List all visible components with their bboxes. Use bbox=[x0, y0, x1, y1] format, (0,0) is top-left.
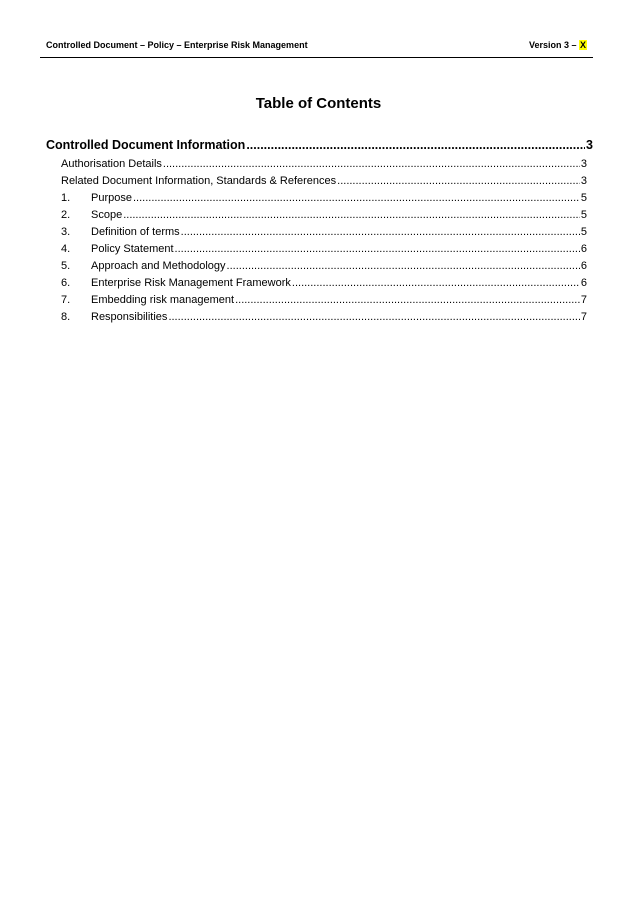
toc-entry-scope[interactable] bbox=[46, 209, 593, 226]
dot-leader bbox=[337, 175, 580, 187]
dot-leader bbox=[168, 311, 579, 323]
toc-entry-label: Policy Statement bbox=[91, 243, 174, 255]
dot-leader bbox=[181, 226, 580, 238]
toc-entry-number: 7. bbox=[61, 294, 71, 306]
toc-entry-page: 7 bbox=[580, 294, 587, 306]
toc-entry-policy-statement[interactable] bbox=[46, 243, 593, 260]
toc-entry-label: Responsibilities bbox=[91, 311, 168, 323]
toc-entry-page: 3 bbox=[580, 175, 587, 187]
toc-entry-label: Definition of terms bbox=[91, 226, 180, 238]
toc-entry-label: Related Document Information, Standards & References bbox=[61, 175, 337, 187]
toc-entry-page: 3 bbox=[586, 138, 593, 152]
version-label bbox=[529, 40, 587, 50]
page-header bbox=[40, 38, 593, 58]
toc-entry-label: Approach and Methodology bbox=[91, 260, 226, 272]
toc-entry-page: 5 bbox=[580, 209, 587, 221]
toc-entry-page: 6 bbox=[580, 260, 587, 272]
toc-entry-embedding-risk-management[interactable] bbox=[46, 294, 593, 311]
toc-entry-approach-and-methodology[interactable] bbox=[46, 260, 593, 277]
dot-leader bbox=[133, 192, 580, 204]
toc-entry-label: Authorisation Details bbox=[61, 158, 162, 170]
dot-leader bbox=[175, 243, 580, 255]
toc-entry-related-document-information[interactable] bbox=[46, 175, 593, 192]
toc-entry-definition-of-terms[interactable] bbox=[46, 226, 593, 243]
toc-entry-number: 8. bbox=[61, 311, 71, 323]
toc-entry-page: 7 bbox=[580, 311, 587, 323]
dot-leader bbox=[123, 209, 580, 221]
dot-leader bbox=[246, 138, 585, 152]
toc-entry-page: 6 bbox=[580, 243, 587, 255]
dot-leader bbox=[292, 277, 580, 289]
toc-entry-label: Purpose bbox=[91, 192, 132, 204]
toc-entry-number: 1. bbox=[61, 192, 71, 204]
toc-entry-number: 6. bbox=[61, 277, 71, 289]
dot-leader bbox=[163, 158, 580, 170]
toc-entry-page: 6 bbox=[580, 277, 587, 289]
dot-leader bbox=[235, 294, 580, 306]
toc-entry-responsibilities[interactable] bbox=[46, 311, 593, 328]
toc-entry-page: 5 bbox=[580, 192, 587, 204]
dot-leader bbox=[227, 260, 580, 272]
toc-entry-authorisation-details[interactable] bbox=[46, 158, 593, 175]
toc-title: Table of Contents bbox=[255, 95, 382, 112]
toc-entry-number: 3. bbox=[61, 226, 71, 238]
toc-entry-label: Controlled Document Information bbox=[46, 138, 246, 152]
document-title: Controlled Document – Policy – Enterprise Risk Management bbox=[46, 40, 308, 50]
toc-entry-purpose[interactable] bbox=[46, 192, 593, 209]
toc-entry-label: Embedding risk management bbox=[91, 294, 235, 306]
toc-entry-number: 5. bbox=[61, 260, 71, 272]
toc-entry-erm-framework[interactable] bbox=[46, 277, 593, 294]
toc-entry-page: 3 bbox=[580, 158, 587, 170]
version-value: X bbox=[579, 40, 586, 50]
toc-entry-page: 5 bbox=[580, 226, 587, 238]
toc-entry-number: 4. bbox=[61, 243, 71, 255]
toc-entry-label: Enterprise Risk Management Framework bbox=[91, 277, 291, 289]
table-of-contents bbox=[46, 138, 593, 328]
toc-entry-number: 2. bbox=[61, 209, 71, 221]
version-prefix: Version 3 – bbox=[528, 40, 579, 50]
toc-entry-label: Scope bbox=[91, 209, 123, 221]
toc-entry-controlled-document-information[interactable] bbox=[46, 138, 593, 158]
